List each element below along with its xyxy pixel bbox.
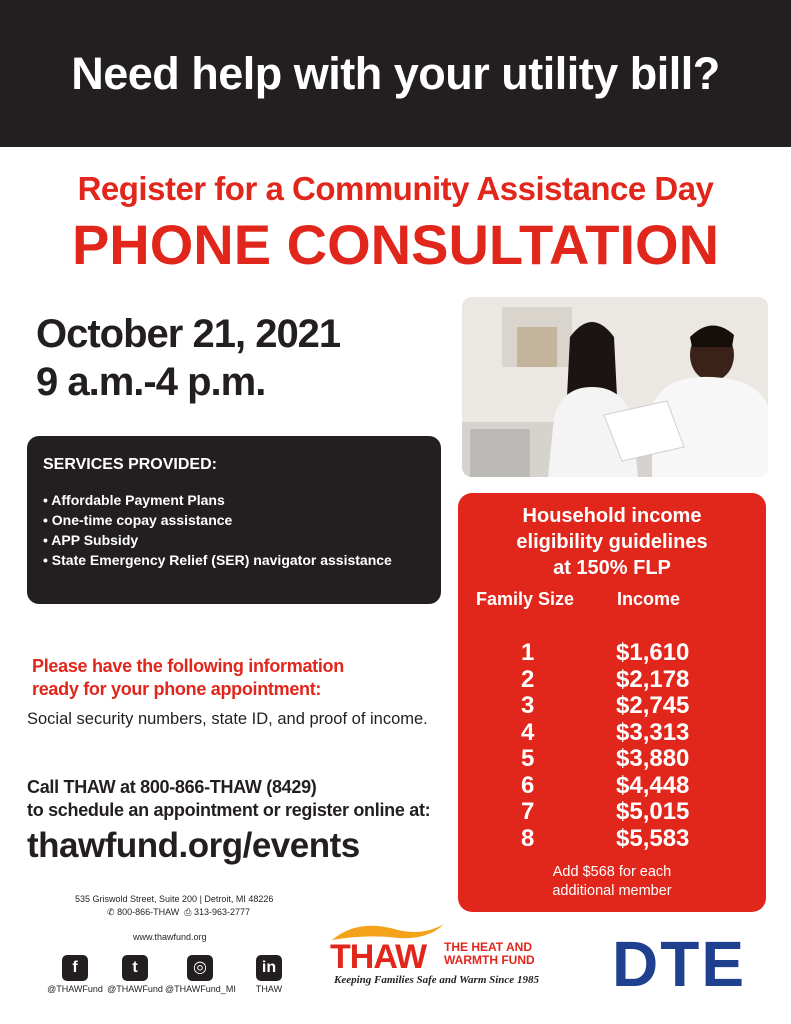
couple-photo-illustration — [462, 297, 768, 477]
twitter-icon: t — [122, 955, 148, 981]
family-size: 3 — [521, 692, 535, 719]
fax-icon: ⎙ — [184, 907, 192, 917]
header-banner — [0, 0, 791, 147]
income-guidelines-box — [458, 493, 766, 912]
thaw-name-line2: WARMTH FUND — [444, 953, 535, 967]
table-row — [458, 666, 766, 693]
event-time: 9 a.m.-4 p.m. — [36, 360, 266, 404]
facebook-icon: f — [62, 955, 88, 981]
column-header-family-size: Family Size — [476, 589, 575, 609]
couple-photo — [462, 297, 768, 477]
services-box — [27, 436, 441, 604]
family-size: 7 — [521, 798, 535, 825]
thaw-tagline: Keeping Families Safe and Warm Since 1985 — [334, 974, 539, 986]
info-text: Social security numbers, state ID, and proof of income. — [27, 710, 428, 728]
thaw-name-line1: THE HEAT AND — [444, 940, 532, 954]
income-amount: $2,178 — [616, 665, 690, 693]
service-item: • One-time copay assistance — [43, 510, 425, 530]
income-amount: $3,880 — [616, 745, 690, 772]
social-linkedin[interactable] — [234, 955, 304, 994]
column-header-income: Income — [617, 589, 681, 609]
call-line2: to schedule an appointment or register online at: — [27, 800, 431, 820]
event-date: October 21, 2021 — [36, 312, 341, 356]
phone-number: 800-866-THAW — [117, 907, 180, 917]
income-amount: $4,448 — [616, 771, 690, 799]
service-item: • State Emergency Relief (SER) navigator assistance — [43, 550, 425, 570]
income-amount: $5,015 — [616, 798, 690, 825]
website-link[interactable]: www.thawfund.org — [133, 932, 207, 942]
service-item: • APP Subsidy — [43, 530, 425, 550]
social-instagram[interactable] — [165, 955, 235, 994]
call-instructions — [27, 776, 430, 822]
service-item: • Affordable Payment Plans — [43, 490, 425, 510]
services-list — [43, 490, 425, 570]
social-label: @THAWFund — [107, 984, 163, 994]
event-type: PHONE CONSULTATION — [71, 213, 720, 276]
table-row — [458, 825, 766, 852]
income-title-line2: eligibility guidelines — [516, 531, 708, 553]
income-amount: $3,313 — [616, 718, 690, 746]
income-table — [458, 639, 766, 851]
social-label: @THAWFund — [47, 984, 103, 994]
income-amount: $5,583 — [616, 824, 690, 852]
phone-fax-line — [75, 906, 273, 919]
street-address: 535 Griswold Street, Suite 200 | Detroit, MI 48226 — [75, 894, 274, 904]
thaw-wordmark: THAW — [330, 938, 427, 976]
social-twitter[interactable] — [100, 955, 170, 994]
table-row — [458, 745, 766, 772]
phone-icon: ✆ — [107, 907, 115, 917]
page-title: Need help with your utility bill? — [71, 47, 720, 99]
info-heading-line1: Please have the following information — [32, 656, 344, 676]
info-heading-line2: ready for your phone appointment: — [32, 679, 322, 699]
registration-link[interactable]: thawfund.org/events — [27, 826, 360, 865]
additional-member-note — [458, 863, 766, 901]
linkedin-icon: in — [256, 955, 282, 981]
family-size: 4 — [521, 718, 535, 746]
table-row — [458, 692, 766, 719]
social-label: THAW — [255, 984, 283, 994]
family-size: 2 — [521, 665, 535, 693]
family-size: 5 — [521, 745, 535, 772]
call-line1: Call THAW at 800-866-THAW (8429) — [27, 777, 317, 797]
table-row — [458, 719, 766, 746]
event-datetime — [36, 310, 340, 406]
family-size: 6 — [521, 771, 535, 799]
note-line1: Add $568 for each — [552, 864, 672, 880]
services-heading: SERVICES PROVIDED: — [43, 456, 217, 473]
income-amount: $1,610 — [616, 639, 690, 666]
family-size: 8 — [521, 824, 535, 852]
thaw-logo — [328, 918, 556, 988]
address-block — [75, 893, 273, 919]
fax-number: 313-963-2777 — [193, 907, 251, 917]
income-amount: $2,745 — [616, 692, 690, 719]
social-label: @THAWFund_MI — [165, 984, 236, 994]
table-row — [458, 772, 766, 799]
dte-logo: DTE — [612, 928, 746, 1000]
income-title-line3: at 150% FLP — [553, 557, 671, 579]
note-line2: additional member — [552, 883, 672, 899]
income-title — [458, 503, 766, 581]
family-size: 1 — [521, 639, 535, 666]
table-row — [458, 639, 766, 666]
table-row — [458, 798, 766, 825]
income-title-line1: Household income — [522, 505, 702, 527]
info-heading — [32, 655, 452, 701]
event-subtitle: Register for a Community Assistance Day — [77, 170, 714, 207]
instagram-icon: ◎ — [187, 955, 213, 981]
